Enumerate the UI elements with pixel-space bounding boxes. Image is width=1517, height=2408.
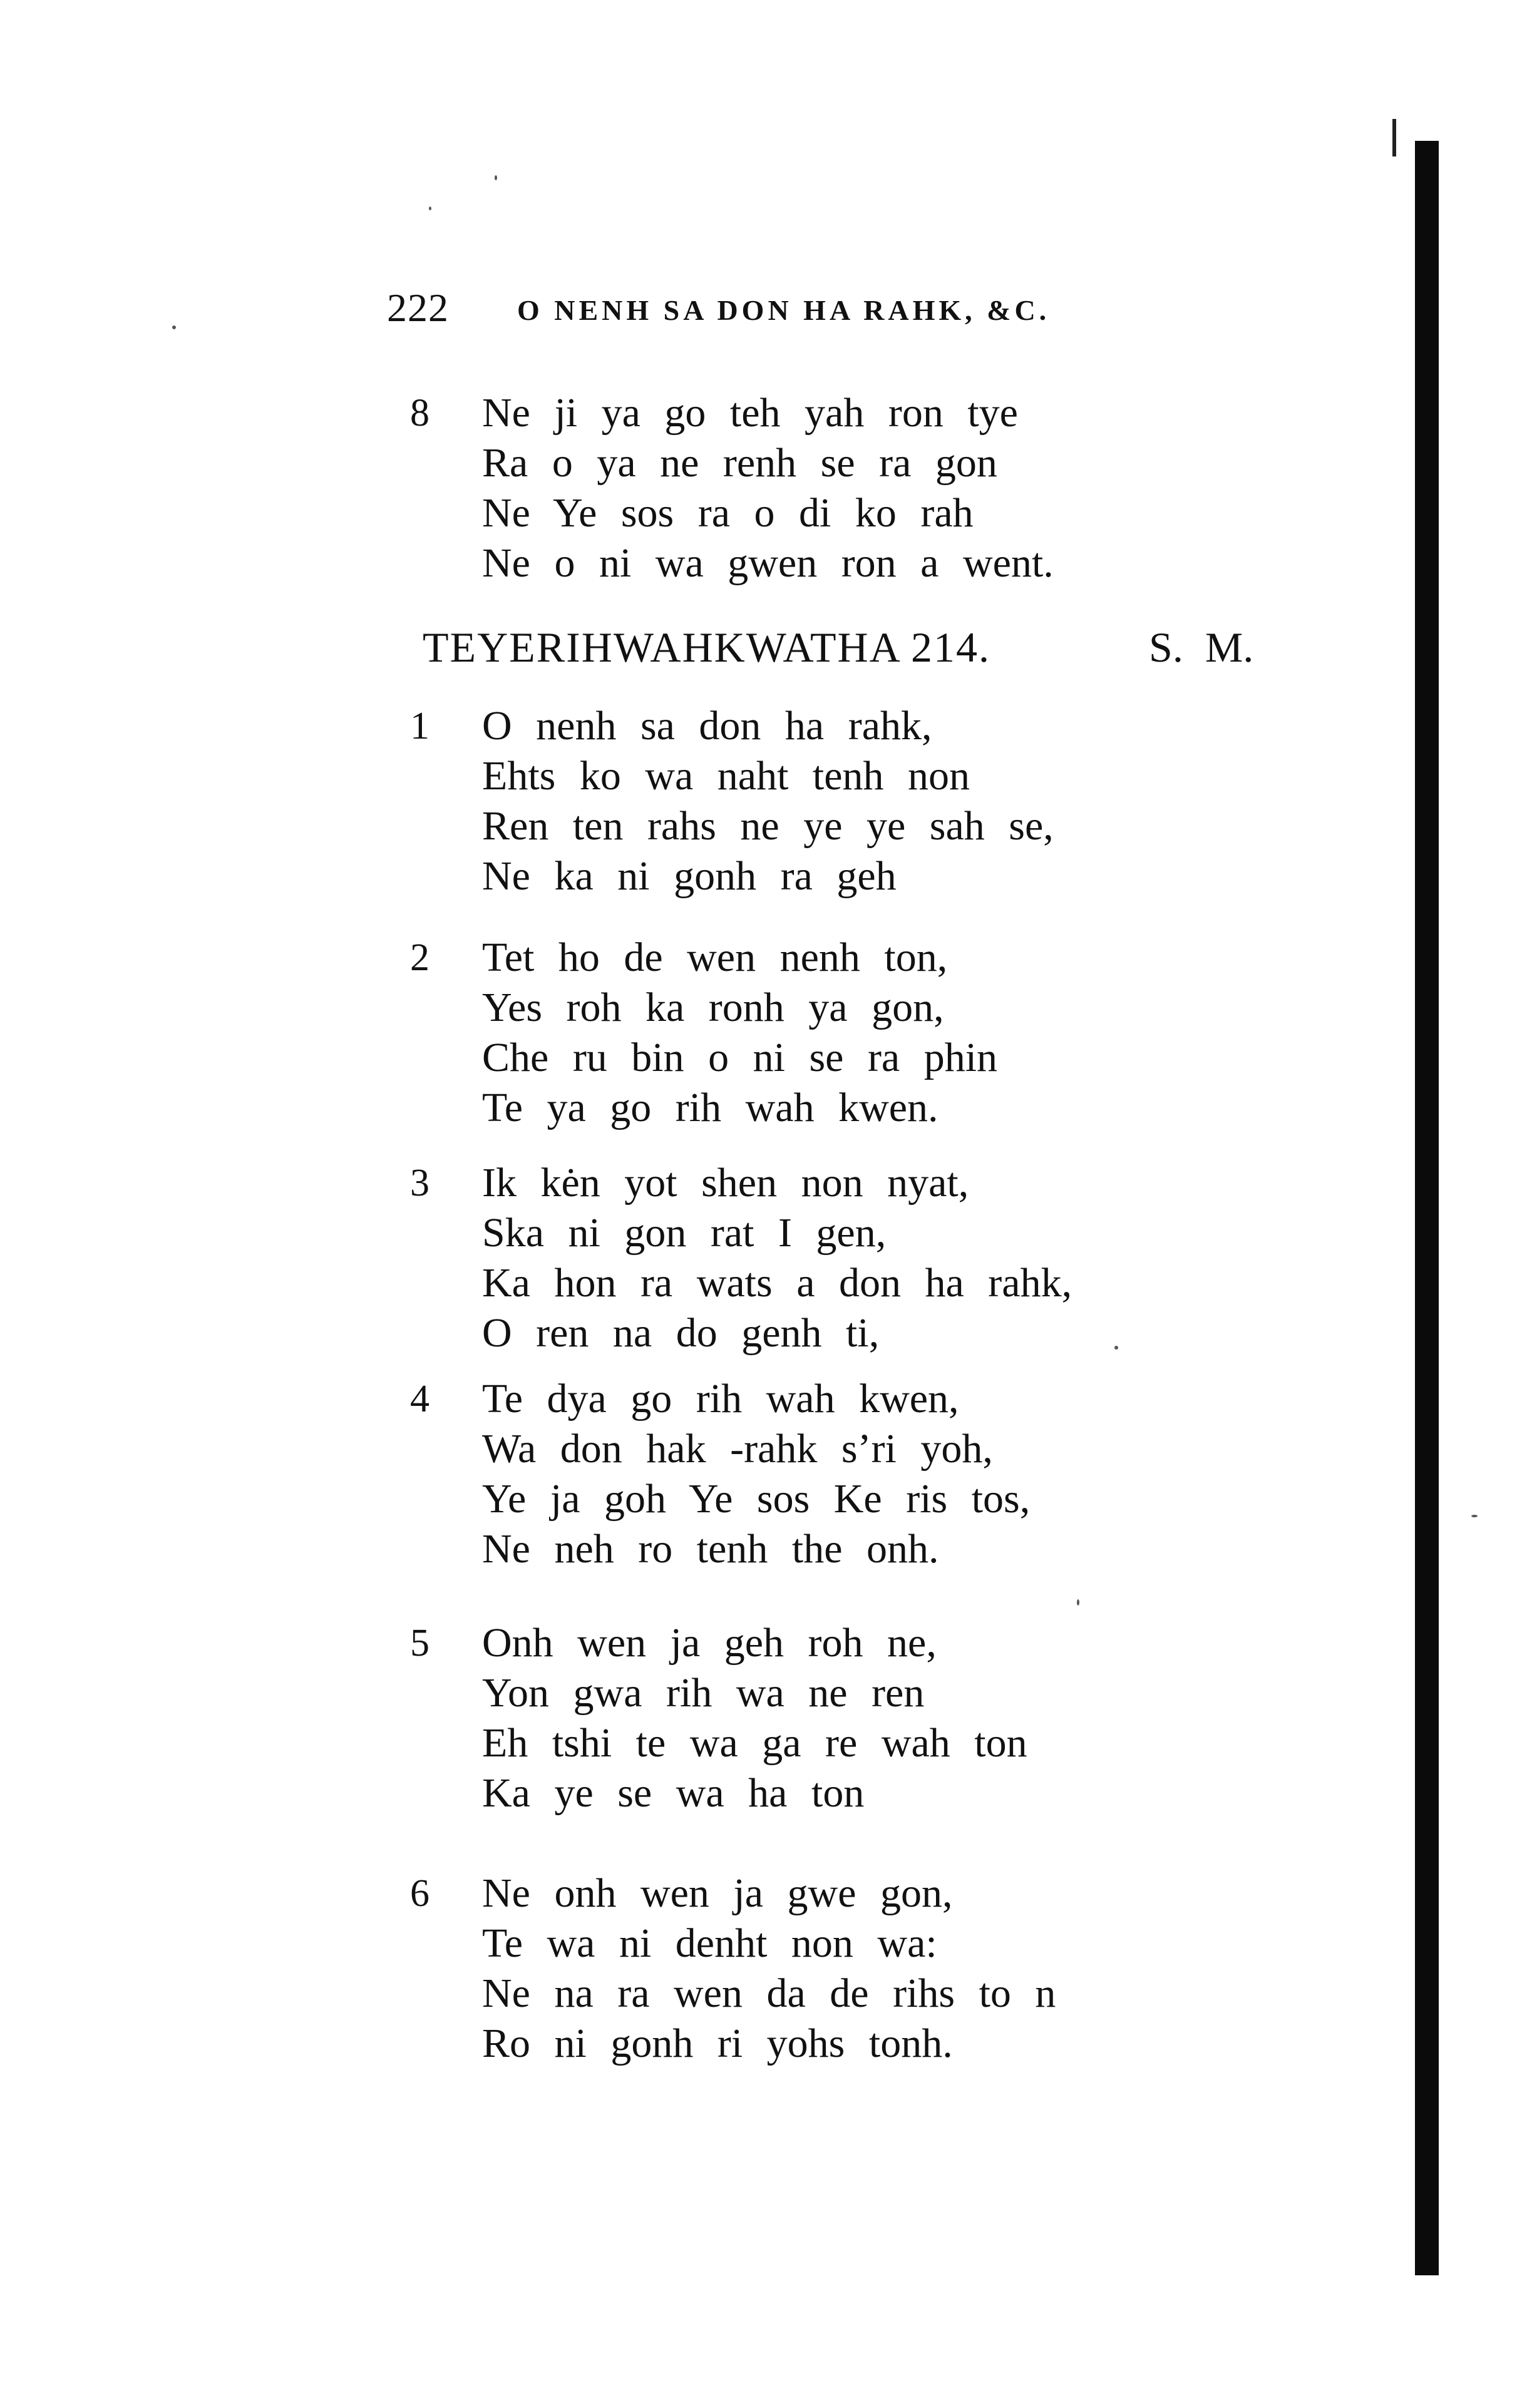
- verse-line: Onh wen ja geh roh ne,: [482, 1620, 937, 1666]
- scan-speck: [429, 207, 431, 210]
- scan-speck: [495, 175, 497, 180]
- stanza-number: 1: [410, 705, 429, 747]
- verse-line: Te dya go rih wah kwen,: [482, 1376, 959, 1422]
- verse-line: Ne onh wen ja gwe gon,: [482, 1870, 953, 1916]
- verse-line: Ik kėn yot shen non nyat,: [482, 1160, 969, 1206]
- verse-line: Ne Ye sos ra o di ko rah: [482, 490, 974, 536]
- verse-line: Ra o ya ne renh se ra gon: [482, 440, 997, 486]
- verse-line: Ne ji ya go teh yah ron tye: [482, 390, 1018, 436]
- stanza-lines: [482, 388, 1054, 588]
- stanza-number: 8: [410, 392, 429, 434]
- verse-line: Che ru bin o ni se ra phin: [482, 1035, 998, 1080]
- scan-speck: [1077, 1599, 1079, 1606]
- stanza-lines: [482, 933, 997, 1133]
- verse-line: Te wa ni denht non wa:: [482, 1920, 937, 1966]
- verse-line: Ska ni gon rat I gen,: [482, 1210, 887, 1256]
- verse-line: Ne ka ni gonh ra geh: [482, 853, 897, 899]
- page-number: 222: [387, 285, 449, 330]
- verse-line: Tet ho de wen nenh ton,: [482, 935, 948, 980]
- hymn-title: TEYERIHWAHKWATHA 214.: [423, 623, 991, 671]
- verse-line: Ren ten rahs ne ye ye sah se,: [482, 803, 1054, 849]
- hymn-meter: S. M.: [1149, 623, 1254, 671]
- verse-line: Yes roh ka ronh ya gon,: [482, 985, 944, 1030]
- hymn-heading: [423, 623, 1287, 679]
- verse-line: Te ya go rih wah kwen.: [482, 1085, 938, 1130]
- running-head: O NENH SA DON HA RAHK, &C.: [517, 294, 1051, 326]
- verse-line: Ro ni gonh ri yohs tonh.: [482, 2021, 953, 2066]
- verse-line: Ne o ni wa gwen ron a went.: [482, 540, 1054, 586]
- stanza-number: 2: [410, 936, 429, 979]
- stanza-lines: [482, 1618, 1027, 1818]
- stanza-lines: [482, 1158, 1072, 1358]
- verse-line: Ehts ko wa naht tenh non: [482, 753, 970, 799]
- stanza-number: 4: [410, 1378, 429, 1420]
- verse-line: Ne neh ro tenh the onh.: [482, 1526, 939, 1572]
- stanza-lines: [482, 1374, 1030, 1574]
- verse-line: Ne na ra wen da de rihs to n: [482, 1970, 1056, 2016]
- stanza-number: 3: [410, 1162, 429, 1204]
- scan-speck: [1471, 1515, 1478, 1517]
- verse-line: O ren na do genh ti,: [482, 1310, 880, 1356]
- page-edge-mark: [1392, 119, 1396, 156]
- verse-line: Ka ye se wa ha ton: [482, 1770, 865, 1816]
- verse-line: Eh tshi te wa ga re wah ton: [482, 1720, 1027, 1766]
- verse-line: Yon gwa rih wa ne ren: [482, 1670, 925, 1716]
- verse-line: O nenh sa don ha rahk,: [482, 703, 932, 749]
- scan-speck: [1114, 1346, 1118, 1350]
- binding-shadow: [1415, 141, 1439, 2275]
- verse-line: Ka hon ra wats a don ha rahk,: [482, 1260, 1072, 1306]
- scan-speck: [172, 325, 176, 329]
- stanza-number: 6: [410, 1872, 429, 1915]
- page-header: [387, 285, 1263, 335]
- verse-line: Wa don hak -rahk s’ri yoh,: [482, 1426, 993, 1472]
- stanza-number: 5: [410, 1622, 429, 1664]
- verse-line: Ye ja goh Ye sos Ke ris tos,: [482, 1476, 1031, 1522]
- stanza-lines: [482, 701, 1054, 901]
- stanza-lines: [482, 1868, 1056, 2069]
